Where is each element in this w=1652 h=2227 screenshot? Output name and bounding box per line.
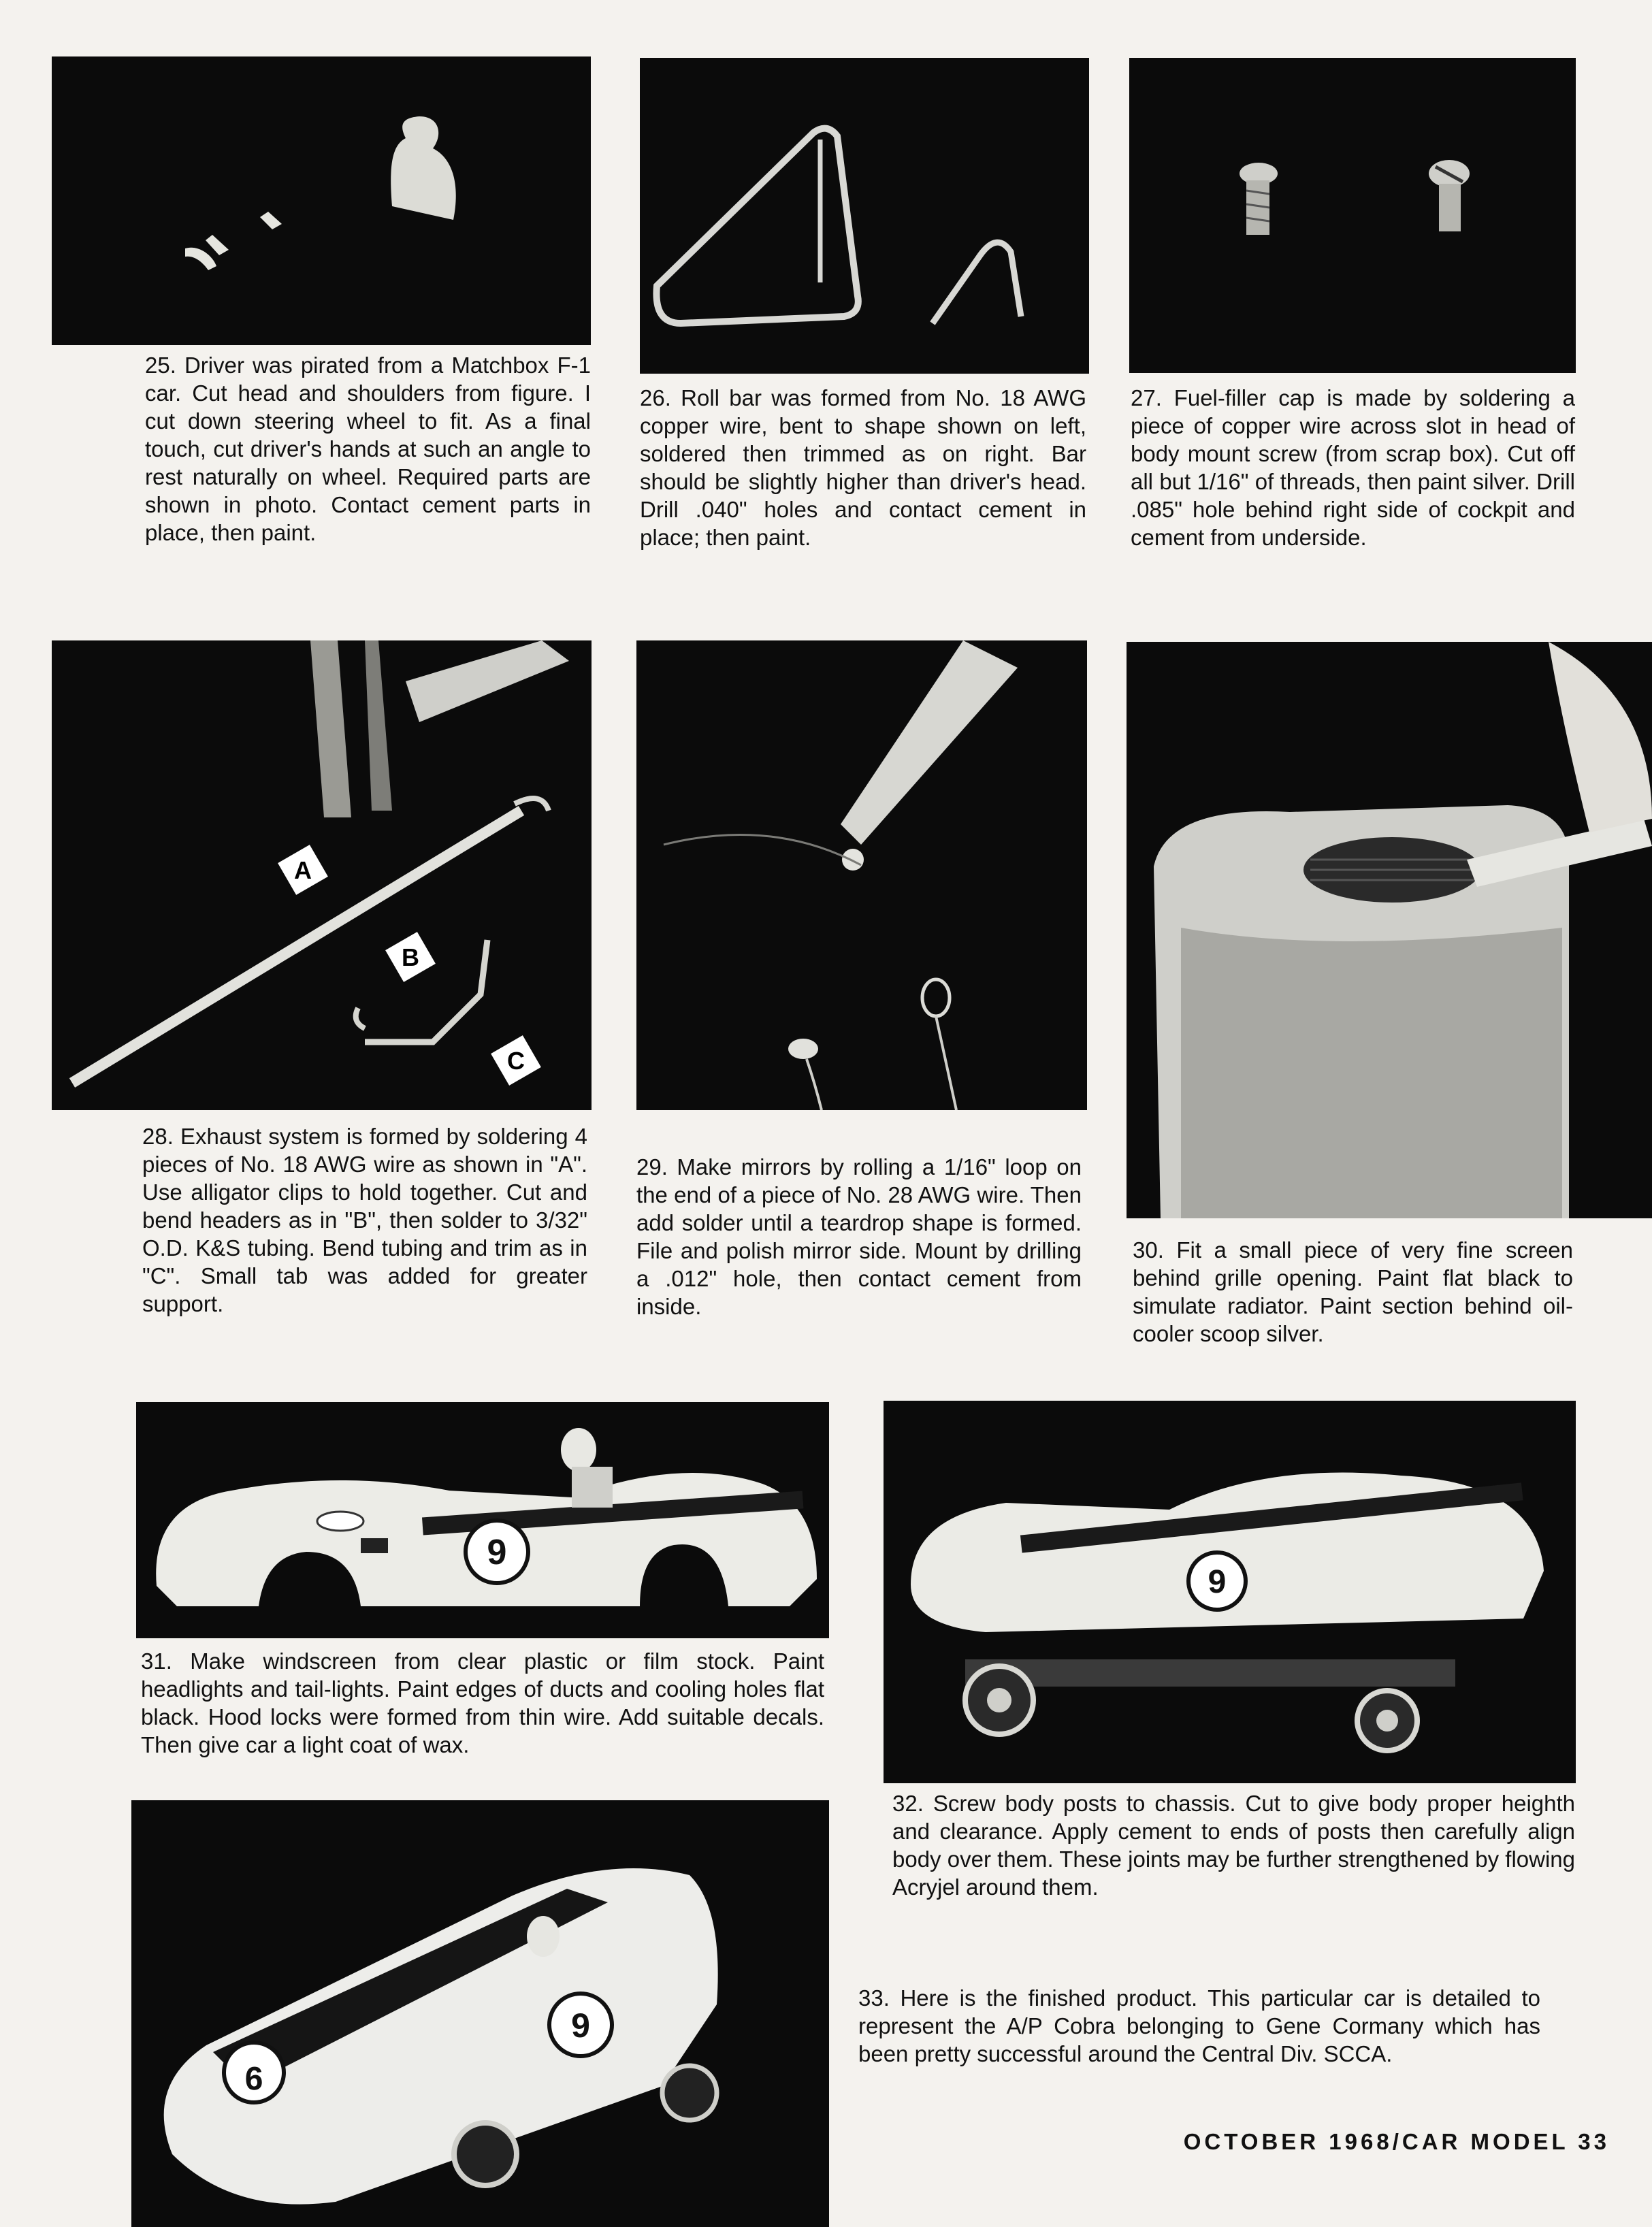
race-number-hood: 9 — [244, 2060, 263, 2096]
photo-fuel-filler-cap — [1129, 58, 1576, 373]
roll-bar-illustration — [640, 58, 1089, 374]
mirrors-illustration — [636, 640, 1087, 1110]
caption-30: 30. Fit a small piece of very fine screen behind grille opening. Paint flat black to simulate radiator. Paint section behind oil-cooler scoop silver. — [1133, 1237, 1573, 1346]
page-footer: OCTOBER 1968/CAR MODEL 33 — [1183, 2129, 1610, 2154]
photo-car-body-decals — [136, 1402, 829, 1638]
caption-28: 28. Exhaust system is formed by soldering 4 pieces of No. 18 AWG wire as shown in "A". Use alligator clips to hold together. Cut and bend headers as in "B", then solder to 3/32" O.D. K&S tubing. Bend tubing and trim as in "C". Small tab was added for greater support. — [142, 1124, 587, 1316]
photo-grille-screen — [1127, 642, 1652, 1218]
label-a: A — [294, 856, 312, 884]
photo-exhaust-system — [52, 640, 592, 1110]
caption-31: 31. Make windscreen from clear plastic or film stock. Paint headlights and tail-lights. Paint edges of ducts and cooling holes flat black. Hood locks were formed from thin wire. Add suitable decals. Then give car a light coat of wax. — [141, 1648, 824, 1757]
chassis-illustration — [884, 1401, 1576, 1783]
caption-27: 27. Fuel-filler cap is made by soldering a piece of copper wire across slot in head of body mount screw (from scrap box). Cut off all but 1/16" of threads, then paint silver. Drill .085" hole behind right side of cockpit and cement from underside. — [1131, 385, 1575, 550]
finished-car-illustration — [131, 1800, 829, 2227]
race-number-32: 9 — [1208, 1564, 1227, 1600]
photo-roll-bar — [640, 58, 1089, 374]
caption-32: 32. Screw body posts to chassis. Cut to give body proper heighth and clearance. Apply cement to ends of posts then carefully align body over them. These joints may be further strengthened by flowing Acryjel around them. — [892, 1791, 1575, 1900]
driver-parts-illustration — [52, 56, 591, 345]
grille-illustration — [1127, 642, 1652, 1218]
photo-driver-parts — [52, 56, 591, 345]
caption-26: 26. Roll bar was formed from No. 18 AWG copper wire, bent to shape shown on left, soldered then trimmed as on right. Bar should be slightly higher than driver's head. Drill .040" holes and contact cement in place; then paint. — [640, 385, 1086, 550]
caption-33: 33. Here is the finished product. This particular car is detailed to represent the A/P Cobra belonging to Gene Cormany which has been pretty successful around the Central Div. SCCA. — [858, 1985, 1540, 2066]
photo-mirrors — [636, 640, 1087, 1110]
exhaust-illustration — [52, 640, 592, 1110]
label-b: B — [402, 943, 419, 971]
fuel-cap-illustration — [1129, 58, 1576, 373]
race-number-31: 9 — [487, 1533, 507, 1572]
photo-finished-car — [131, 1800, 829, 2227]
label-c: C — [507, 1047, 525, 1075]
caption-25: 25. Driver was pirated from a Matchbox F-1 car. Cut head and shoulders from figure. I cut down steering wheel to fit. As a final touch, cut driver's hands at such an angle to rest naturally on wheel. Required parts are shown in photo. Contact cement parts in place, then paint. — [145, 353, 591, 545]
car-body-illustration — [136, 1402, 829, 1638]
photo-car-on-chassis — [884, 1401, 1576, 1783]
race-number-33: 9 — [571, 2006, 590, 2045]
caption-29: 29. Make mirrors by rolling a 1/16" loop on the end of a piece of No. 28 AWG wire. Then add solder until a teardrop shape is formed. File and polish mirror side. Mount by drilling a .012" hole, then contact cement from inside. — [636, 1154, 1082, 1319]
